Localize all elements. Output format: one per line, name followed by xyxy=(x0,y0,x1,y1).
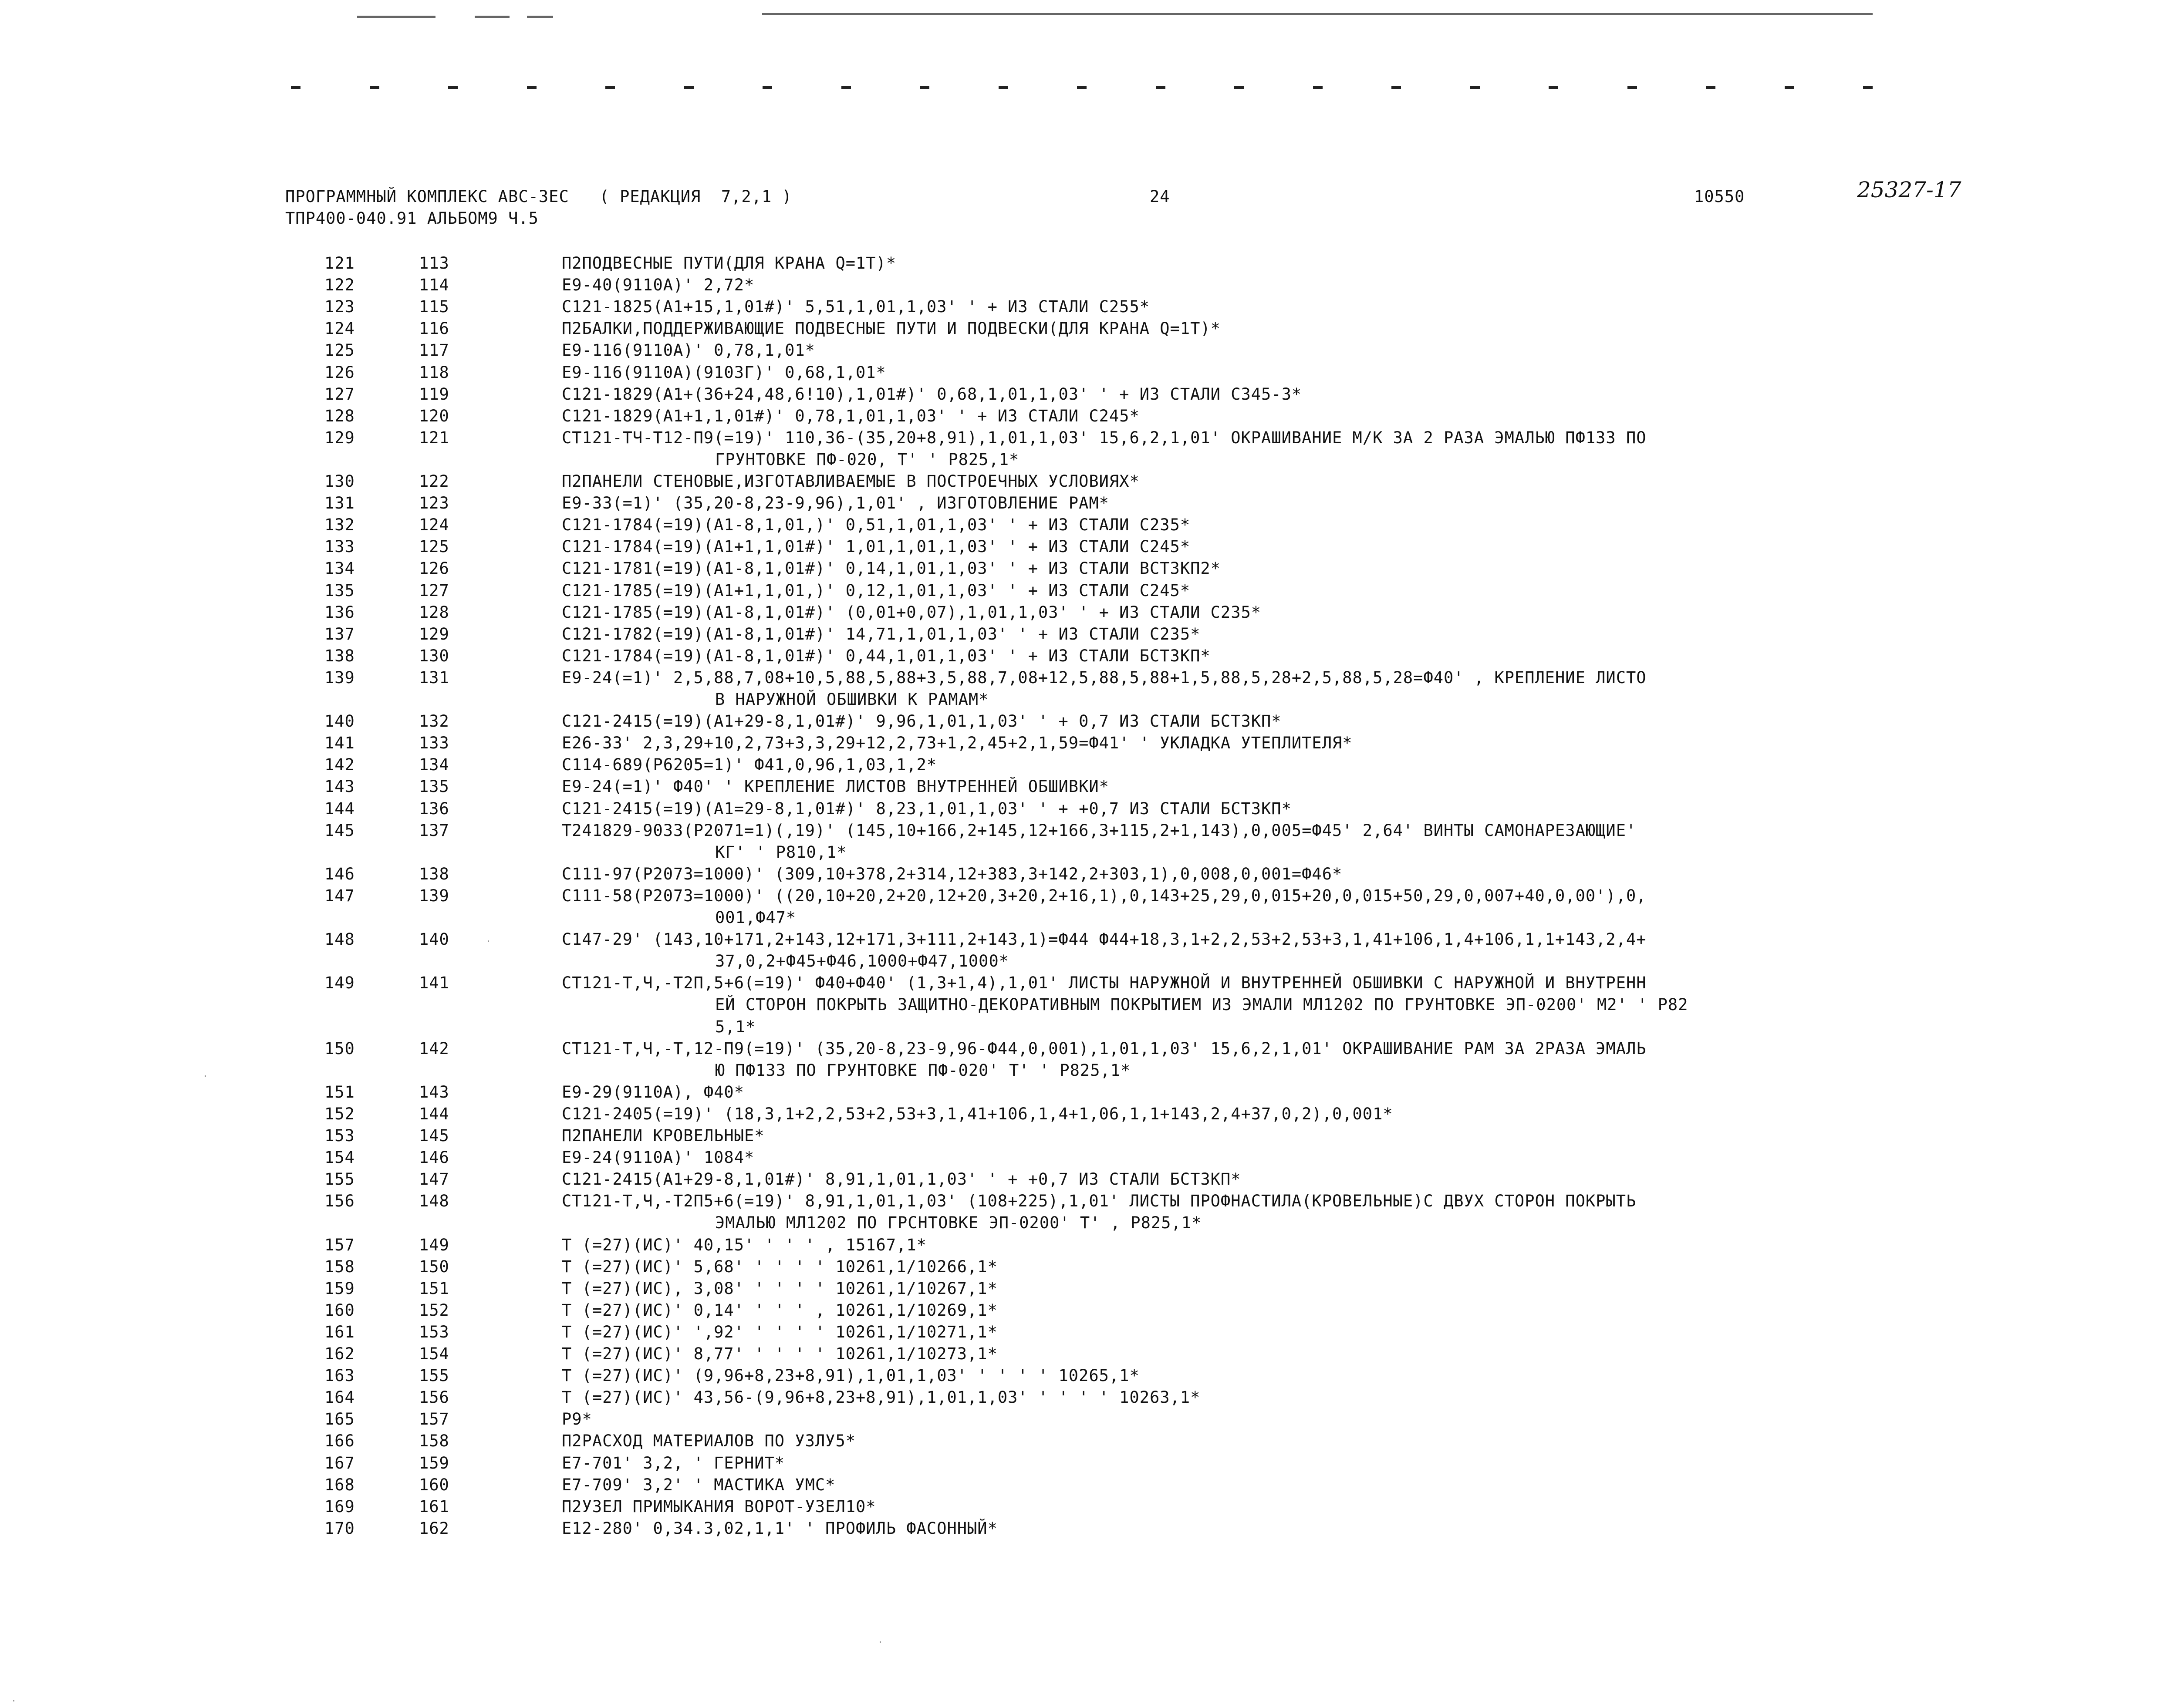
statement-text: П2ПАНЕЛИ СТЕНОВЫЕ,ИЗГОТАВЛИВАЕМЫЕ В ПОСТРОЕЧНЫХ УСЛОВИЯХ* xyxy=(562,472,1140,491)
statement-text: Т (=27)(ИС)' 5,68' ' ' ' ' 10261,1/10266,1* xyxy=(562,1257,998,1276)
statement-text: Т (=27)(ИС)' ',92' ' ' ' ' 10261,1/10271,1* xyxy=(562,1323,998,1341)
statement-number: 114 xyxy=(419,276,449,294)
statement-number: 120 xyxy=(419,407,449,425)
statement-text: Т241829-9033(Р2071=1)(,19)' (145,10+166,2+145,12+166,3+115,2+1,143),0,005=Ф45' 2,64' ВИНТЫ САМОНАРЕЗАЮЩИЕ' xyxy=(562,821,1637,840)
statement-number: 159 xyxy=(419,1454,449,1472)
statement-number: 144 xyxy=(419,1105,449,1123)
statement-text: С121-1781(=19)(А1-8,1,01#)' 0,14,1,01,1,03' ' + ИЗ СТАЛИ ВСТ3КП2* xyxy=(562,559,1221,578)
statement-number: 131 xyxy=(419,668,449,687)
line-number: 127 xyxy=(324,385,355,404)
line-number: 140 xyxy=(324,712,355,731)
statement-number: 140 xyxy=(419,930,449,949)
line-number: 134 xyxy=(324,559,355,578)
line-number: 149 xyxy=(324,974,355,992)
line-number: 131 xyxy=(324,494,355,512)
statement-number: 161 xyxy=(419,1497,449,1516)
statement-text: С114-689(Р6205=1)' Ф41,0,96,1,03,1,2* xyxy=(562,755,937,774)
statement-text: С121-2405(=19)' (18,3,1+2,2,53+2,53+3,1,41+106,1,4+1,06,1,1+143,2,4+37,0,2),0,001* xyxy=(562,1105,1393,1123)
statement-number: 137 xyxy=(419,821,449,840)
perforation-dash xyxy=(1234,86,1244,89)
line-number: 129 xyxy=(324,428,355,447)
statement-number: 122 xyxy=(419,472,449,491)
line-number: 164 xyxy=(324,1388,355,1407)
statement-number: 113 xyxy=(419,254,449,273)
statement-text: Ю ПФ133 ПО ГРУНТОВКЕ ПФ-020' Т' ' Р825,1* xyxy=(715,1061,1131,1080)
statement-text: П2ПОДВЕСНЫЕ ПУТИ(ДЛЯ КРАНА Q=1Т)* xyxy=(562,254,897,273)
perforation-dash xyxy=(291,86,300,89)
line-number: 141 xyxy=(324,734,355,752)
statement-text: 37,0,2+Ф45+Ф46,1000+Ф47,1000* xyxy=(715,952,1009,970)
statement-number: 117 xyxy=(419,341,449,360)
statement-number: 136 xyxy=(419,799,449,818)
header-album-title: ТПР400-040.91 АЛЬБОМ9 Ч.5 xyxy=(285,209,539,228)
perforation-dash xyxy=(1549,86,1558,89)
perforation-dash xyxy=(763,86,772,89)
line-number: 158 xyxy=(324,1257,355,1276)
statement-number: 125 xyxy=(419,537,449,556)
statement-text: Е9-33(=1)' (35,20-8,23-9,96),1,01' , ИЗГОТОВЛЕНИЕ РАМ* xyxy=(562,494,1109,512)
statement-text: С121-2415(=19)(А1=29-8,1,01#)' 8,23,1,01,1,03' ' + +0,7 ИЗ СТАЛИ БСТ3КП* xyxy=(562,799,1292,818)
line-number: 150 xyxy=(324,1039,355,1058)
statement-number: 139 xyxy=(419,886,449,905)
statement-text: П2УЗЕЛ ПРИМЫКАНИЯ ВОРОТ-УЗЕЛ10* xyxy=(562,1497,876,1516)
line-number: 142 xyxy=(324,755,355,774)
statement-number: 135 xyxy=(419,777,449,796)
statement-text: Е26-33' 2,3,29+10,2,73+3,3,29+12,2,73+1,2,45+2,1,59=Ф41' ' УКЛАДКА УТЕПЛИТЕЛЯ* xyxy=(562,734,1353,752)
header-program-title: ПРОГРАММНЫЙ КОМПЛЕКС АВС-3ЕС ( РЕДАКЦИЯ 7,2,1 ) xyxy=(285,187,792,206)
line-number: 121 xyxy=(324,254,355,273)
line-number: 122 xyxy=(324,276,355,294)
line-number: 163 xyxy=(324,1366,355,1385)
line-number: 165 xyxy=(324,1410,355,1428)
statement-text: Е9-24(=1)' Ф40' ' КРЕПЛЕНИЕ ЛИСТОВ ВНУТРЕННЕЙ ОБШИВКИ* xyxy=(562,777,1109,796)
perforation-dash xyxy=(1313,86,1323,89)
statement-number: 130 xyxy=(419,647,449,665)
statement-text: С147-29' (143,10+171,2+143,12+171,3+111,2+143,1)=Ф44 Ф44+18,3,1+2,2,53+2,53+3,1,41+106,1,4+106,1,1+143,2,4+ xyxy=(562,930,1647,949)
line-number: 169 xyxy=(324,1497,355,1516)
line-number: 154 xyxy=(324,1148,355,1167)
statement-text: С121-1784(=19)(А1-8,1,01#)' 0,44,1,01,1,03' ' + ИЗ СТАЛИ БСТ3КП* xyxy=(562,647,1211,665)
statement-number: 124 xyxy=(419,515,449,534)
statement-number: 142 xyxy=(419,1039,449,1058)
line-number: 130 xyxy=(324,472,355,491)
statement-text: СТ121-Т,Ч,-Т2П5+6(=19)' 8,91,1,01,1,03' (108+225),1,01' ЛИСТЫ ПРОФНАСТИЛА(КРОВЕЛЬНЫЕ)С ДВУХ СТОРОН ПОКРЫТЬ xyxy=(562,1192,1637,1210)
top-rule xyxy=(357,16,435,18)
statement-text: Е12-280' 0,34.3,02,1,1' ' ПРОФИЛЬ ФАСОННЫЙ* xyxy=(562,1519,998,1538)
statement-number: 118 xyxy=(419,363,449,382)
statement-number: 160 xyxy=(419,1476,449,1494)
line-number: 156 xyxy=(324,1192,355,1210)
statement-text: Е9-29(9110А), Ф40* xyxy=(562,1083,744,1102)
perforation-dash xyxy=(1863,86,1873,89)
line-number: 151 xyxy=(324,1083,355,1102)
header-code: 10550 xyxy=(1694,187,1745,206)
statement-text: Е9-24(=1)' 2,5,88,7,08+10,5,88,5,88+3,5,88,7,08+12,5,88,5,88+1,5,88,5,28+2,5,88,5,28=Ф40' , КРЕПЛЕНИЕ ЛИСТО xyxy=(562,668,1647,687)
line-number: 159 xyxy=(324,1279,355,1298)
statement-text: Е7-709' 3,2' ' МАСТИКА УМС* xyxy=(562,1476,836,1494)
statement-number: 158 xyxy=(419,1432,449,1450)
line-number: 146 xyxy=(324,865,355,883)
statement-text: Е7-701' 3,2, ' ГЕРНИТ* xyxy=(562,1454,785,1472)
perforation-dash xyxy=(1391,86,1401,89)
perforation-dash xyxy=(1706,86,1715,89)
speck xyxy=(880,1641,881,1643)
top-rule xyxy=(527,16,553,18)
top-rule xyxy=(475,16,510,18)
statement-text: ЕЙ СТОРОН ПОКРЫТЬ ЗАЩИТНО-ДЕКОРАТИВНЫМ ПОКРЫТИЕМ ИЗ ЭМАЛИ МЛ1202 ПО ГРУНТОВКЕ ЭП-0200' М2' ' Р82 xyxy=(715,995,1688,1014)
statement-number: 115 xyxy=(419,297,449,316)
handwritten-number: 25327-17 xyxy=(1857,177,1961,202)
line-number: 132 xyxy=(324,515,355,534)
top-rule xyxy=(762,13,1873,15)
statement-text: С121-1829(А1+1,1,01#)' 0,78,1,01,1,03' ' + ИЗ СТАЛИ С245* xyxy=(562,407,1140,425)
speck xyxy=(13,1700,14,1701)
perforation-dash xyxy=(841,86,851,89)
perforation-dash xyxy=(448,86,458,89)
perforation-dash xyxy=(1627,86,1637,89)
statement-text: С121-1825(А1+15,1,01#)' 5,51,1,01,1,03' ' + ИЗ СТАЛИ С255* xyxy=(562,297,1150,316)
statement-text: С111-58(Р2073=1000)' ((20,10+20,2+20,12+20,3+20,2+16,1),0,143+25,29,0,015+20,0,015+50,29,0,007+40,0,00'),0, xyxy=(562,886,1647,905)
line-number: 128 xyxy=(324,407,355,425)
statement-number: 156 xyxy=(419,1388,449,1407)
perforation-dash xyxy=(527,86,537,89)
statement-number: 141 xyxy=(419,974,449,992)
statement-number: 126 xyxy=(419,559,449,578)
perforation-dash xyxy=(999,86,1008,89)
line-number: 133 xyxy=(324,537,355,556)
statement-text: С121-1784(=19)(А1+1,1,01#)' 1,01,1,01,1,03' ' + ИЗ СТАЛИ С245* xyxy=(562,537,1191,556)
statement-number: 132 xyxy=(419,712,449,731)
statement-number: 147 xyxy=(419,1170,449,1189)
statement-number: 128 xyxy=(419,603,449,622)
perforation-dash xyxy=(370,86,379,89)
statement-text: Т (=27)(ИС)' 43,56-(9,96+8,23+8,91),1,01,1,03' ' ' ' ' 10263,1* xyxy=(562,1388,1201,1407)
line-number: 166 xyxy=(324,1432,355,1450)
statement-text: С121-1785(=19)(А1+1,1,01,)' 0,12,1,01,1,03' ' + ИЗ СТАЛИ С245* xyxy=(562,581,1191,600)
line-number: 124 xyxy=(324,319,355,338)
statement-text: Е9-24(9110А)' 1084* xyxy=(562,1148,755,1167)
statement-number: 129 xyxy=(419,625,449,643)
header-page-number: 24 xyxy=(1150,187,1170,206)
statement-number: 145 xyxy=(419,1126,449,1145)
statement-text: ГРУНТОВКЕ ПФ-020, Т' ' Р825,1* xyxy=(715,450,1019,469)
statement-number: 146 xyxy=(419,1148,449,1167)
statement-text: СТ121-Т,Ч,-Т2П,5+6(=19)' Ф40+Ф40' (1,3+1,4),1,01' ЛИСТЫ НАРУЖНОЙ И ВНУТРЕННЕЙ ОБШИВКИ С НАРУЖНОЙ И ВНУТРЕНН xyxy=(562,974,1647,992)
line-number: 135 xyxy=(324,581,355,600)
statement-text: ЭМАЛЬЮ МЛ1202 ПО ГРСНТОВКЕ ЭП-0200' Т' , Р825,1* xyxy=(715,1213,1202,1232)
line-number: 147 xyxy=(324,886,355,905)
statement-number: 155 xyxy=(419,1366,449,1385)
perforation-dash xyxy=(684,86,694,89)
perforation-dash xyxy=(605,86,615,89)
line-number: 136 xyxy=(324,603,355,622)
perforation-dash xyxy=(1470,86,1480,89)
statement-text: Т (=27)(ИС)' 0,14' ' ' ' , 10261,1/10269,1* xyxy=(562,1301,998,1320)
statement-number: 138 xyxy=(419,865,449,883)
line-number: 126 xyxy=(324,363,355,382)
statement-text: Т (=27)(ИС)' 40,15' ' ' ' , 15167,1* xyxy=(562,1236,927,1254)
perforation-dash xyxy=(1077,86,1087,89)
line-number: 161 xyxy=(324,1323,355,1341)
statement-text: С121-1784(=19)(А1-8,1,01,)' 0,51,1,01,1,03' ' + ИЗ СТАЛИ С235* xyxy=(562,515,1191,534)
statement-number: 150 xyxy=(419,1257,449,1276)
statement-text: КГ' ' Р810,1* xyxy=(715,843,847,862)
statement-number: 133 xyxy=(419,734,449,752)
statement-text: С121-2415(А1+29-8,1,01#)' 8,91,1,01,1,03' ' + +0,7 ИЗ СТАЛИ БСТ3КП* xyxy=(562,1170,1241,1189)
statement-text: СТ121-Т,Ч,-Т,12-П9(=19)' (35,20-8,23-9,96-Ф44,0,001),1,01,1,03' 15,6,2,1,01' ОКРАШИВАНИЕ РАМ ЗА 2РАЗА ЭМАЛЬ xyxy=(562,1039,1647,1058)
statement-number: 154 xyxy=(419,1344,449,1363)
statement-text: Е9-116(9110А)(9103Г)' 0,68,1,01* xyxy=(562,363,886,382)
statement-number: 157 xyxy=(419,1410,449,1428)
statement-text: Р9* xyxy=(562,1410,592,1428)
statement-text: Т (=27)(ИС), 3,08' ' ' ' ' 10261,1/10267,1* xyxy=(562,1279,998,1298)
line-number: 160 xyxy=(324,1301,355,1320)
statement-text: С121-1782(=19)(А1-8,1,01#)' 14,71,1,01,1,03' ' + ИЗ СТАЛИ С235* xyxy=(562,625,1201,643)
line-number: 167 xyxy=(324,1454,355,1472)
line-number: 162 xyxy=(324,1344,355,1363)
statement-text: Е9-116(9110А)' 0,78,1,01* xyxy=(562,341,815,360)
statement-number: 119 xyxy=(419,385,449,404)
statement-text: С121-1785(=19)(А1-8,1,01#)' (0,01+0,07),1,01,1,03' ' + ИЗ СТАЛИ С235* xyxy=(562,603,1262,622)
statement-text: СТ121-ТЧ-Т12-П9(=19)' 110,36-(35,20+8,91),1,01,1,03' 15,6,2,1,01' ОКРАШИВАНИЕ М/К ЗА 2 РАЗА ЭМАЛЬЮ ПФ133 ПО xyxy=(562,428,1647,447)
speck xyxy=(488,940,489,942)
statement-text: Т (=27)(ИС)' (9,96+8,23+8,91),1,01,1,03' ' ' ' ' 10265,1* xyxy=(562,1366,1140,1385)
line-number: 138 xyxy=(324,647,355,665)
statement-text: П2РАСХОД МАТЕРИАЛОВ ПО УЗЛУ5* xyxy=(562,1432,856,1450)
statement-text: П2ПАНЕЛИ КРОВЕЛЬНЫЕ* xyxy=(562,1126,765,1145)
statement-text: П2БАЛКИ,ПОДДЕРЖИВАЮЩИЕ ПОДВЕСНЫЕ ПУТИ И ПОДВЕСКИ(ДЛЯ КРАНА Q=1Т)* xyxy=(562,319,1221,338)
line-number: 170 xyxy=(324,1519,355,1538)
line-number: 139 xyxy=(324,668,355,687)
line-number: 148 xyxy=(324,930,355,949)
statement-number: 151 xyxy=(419,1279,449,1298)
statement-text: С121-2415(=19)(А1+29-8,1,01#)' 9,96,1,01,1,03' ' + 0,7 ИЗ СТАЛИ БСТ3КП* xyxy=(562,712,1282,731)
statement-number: 116 xyxy=(419,319,449,338)
line-number: 144 xyxy=(324,799,355,818)
statement-number: 127 xyxy=(419,581,449,600)
line-number: 145 xyxy=(324,821,355,840)
line-number: 152 xyxy=(324,1105,355,1123)
statement-number: 162 xyxy=(419,1519,449,1538)
line-number: 157 xyxy=(324,1236,355,1254)
perforation-dash xyxy=(1785,86,1794,89)
line-number: 125 xyxy=(324,341,355,360)
statement-number: 123 xyxy=(419,494,449,512)
line-number: 137 xyxy=(324,625,355,643)
statement-number: 121 xyxy=(419,428,449,447)
line-number: 123 xyxy=(324,297,355,316)
statement-text: С121-1829(А1+(36+24,48,6!10),1,01#)' 0,68,1,01,1,03' ' + ИЗ СТАЛИ С345-3* xyxy=(562,385,1302,404)
line-number: 153 xyxy=(324,1126,355,1145)
statement-text: Е9-40(9110А)' 2,72* xyxy=(562,276,755,294)
statement-text: Т (=27)(ИС)' 8,77' ' ' ' ' 10261,1/10273,1* xyxy=(562,1344,998,1363)
statement-number: 134 xyxy=(419,755,449,774)
line-number: 143 xyxy=(324,777,355,796)
statement-text: С111-97(Р2073=1000)' (309,10+378,2+314,12+383,3+142,2+303,1),0,008,0,001=Ф46* xyxy=(562,865,1343,883)
statement-text: В НАРУЖНОЙ ОБШИВКИ К РАМАМ* xyxy=(715,690,989,709)
perforation-dash xyxy=(920,86,929,89)
statement-text: 5,1* xyxy=(715,1017,756,1036)
statement-number: 152 xyxy=(419,1301,449,1320)
statement-number: 153 xyxy=(419,1323,449,1341)
statement-number: 143 xyxy=(419,1083,449,1102)
line-number: 155 xyxy=(324,1170,355,1189)
statement-number: 148 xyxy=(419,1192,449,1210)
perforation-dash xyxy=(1156,86,1165,89)
statement-text: 001,Ф47* xyxy=(715,908,797,927)
speck xyxy=(205,1075,206,1077)
statement-number: 149 xyxy=(419,1236,449,1254)
line-number: 168 xyxy=(324,1476,355,1494)
